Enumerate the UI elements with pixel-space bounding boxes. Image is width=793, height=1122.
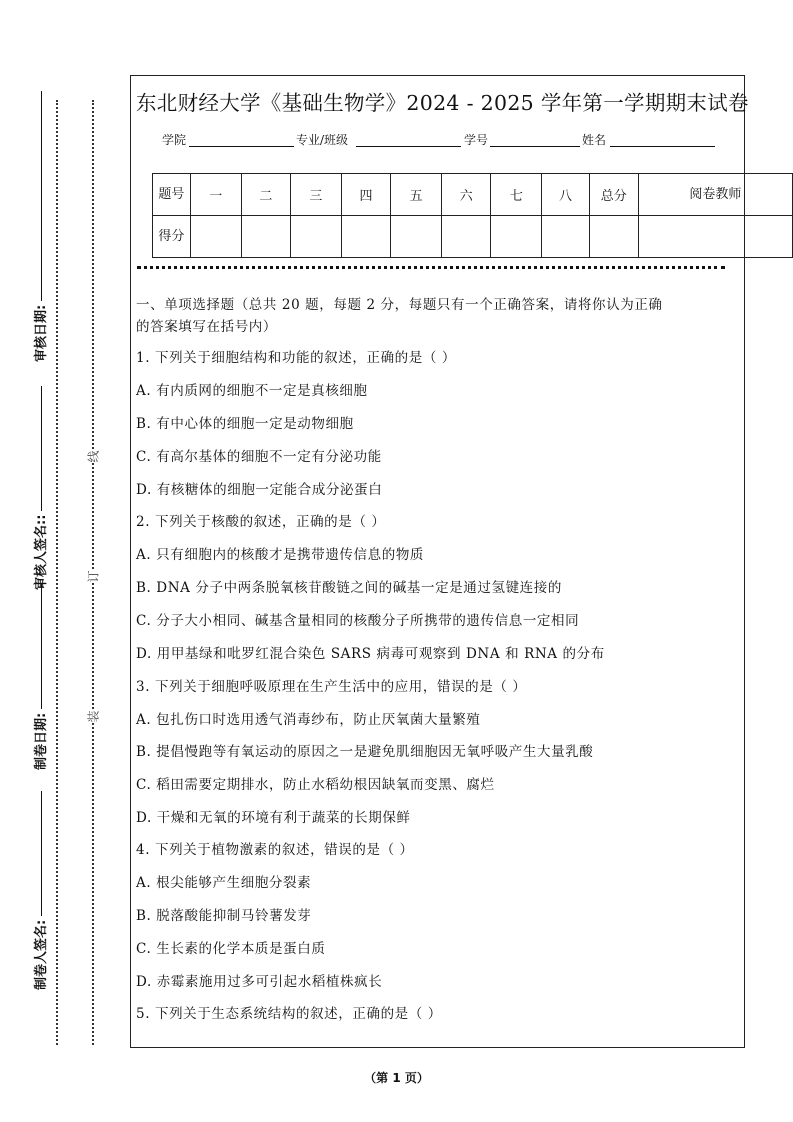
margin-maker-signature	[30, 791, 49, 990]
answer-option: D. 干燥和无氧的环境有利于蔬菜的长期保鲜	[136, 810, 411, 826]
score-cell[interactable]	[391, 216, 442, 258]
score-column-header: 七	[491, 174, 542, 216]
cut-line-outer	[56, 100, 58, 1045]
question-stem: 2. 下列关于核酸的叙述，正确的是（ ）	[136, 514, 386, 530]
name-label: 姓名	[582, 133, 607, 147]
binding-mark: 装	[86, 710, 101, 723]
major-class-field[interactable]	[356, 146, 461, 147]
question-stem: 3. 下列关于细胞呼吸原理在生产生活中的应用，错误的是（ ）	[136, 679, 527, 695]
binding-mark: 线	[86, 450, 101, 463]
question-stem: 1. 下列关于细胞结构和功能的叙述，正确的是（ ）	[136, 350, 456, 366]
page-number: （第 1 页）	[364, 1071, 429, 1085]
margin-label: 审核人签名::	[34, 514, 49, 590]
score-column-header: 总分	[589, 174, 638, 216]
answer-option: D. 用甲基绿和吡罗红混合染色 SARS 病毒可观察到 DNA 和 RNA 的分布	[136, 646, 605, 662]
exam-title: 东北财经大学《基础生物学》2024 - 2025 学年第一学期期末试卷	[136, 91, 749, 115]
name-field[interactable]	[610, 146, 715, 147]
score-column-header: 阅卷教师	[638, 174, 792, 216]
score-column-header: 一	[190, 174, 241, 216]
signature-line[interactable]	[41, 386, 42, 511]
score-cell[interactable]	[589, 216, 638, 258]
margin-label: 制卷人签名:	[34, 919, 49, 990]
question-stem: 4. 下列关于植物激素的叙述，错误的是（ ）	[136, 842, 414, 858]
score-table	[152, 173, 793, 258]
margin-reviewer-signature	[30, 386, 49, 590]
date-line[interactable]	[41, 91, 42, 301]
college-label: 学院	[162, 133, 187, 147]
seal-divider	[137, 266, 725, 269]
answer-option: A. 有内质网的细胞不一定是真核细胞	[136, 383, 368, 399]
margin-label: 制卷日期:	[34, 712, 49, 770]
score-cell[interactable]	[341, 216, 390, 258]
score-column-header: 五	[391, 174, 442, 216]
score-column-header: 二	[241, 174, 290, 216]
score-row-label: 得分	[153, 216, 191, 258]
answer-option: D. 有核糖体的细胞一定能合成分泌蛋白	[136, 482, 383, 498]
question-number-header: 题号	[153, 174, 191, 216]
answer-option: A. 根尖能够产生细胞分裂素	[136, 875, 312, 891]
margin-review-date	[30, 91, 49, 362]
question-stem: 5. 下列关于生态系统结构的叙述，正确的是（ ）	[136, 1006, 442, 1022]
answer-option: B. 脱落酸能抑制马铃薯发芽	[136, 908, 312, 924]
margin-label: 审核日期:	[34, 304, 49, 362]
answer-option: C. 有高尔基体的细胞不一定有分泌功能	[136, 449, 382, 465]
answer-option: C. 生长素的化学本质是蛋白质	[136, 941, 326, 957]
score-cell[interactable]	[190, 216, 241, 258]
score-column-header: 三	[290, 174, 341, 216]
score-cell[interactable]	[542, 216, 589, 258]
student-id-label: 学号	[464, 133, 489, 147]
answer-option: D. 赤霉素施用过多可引起水稻植株疯长	[136, 974, 383, 990]
answer-option: C. 稻田需要定期排水，防止水稻幼根因缺氧而变黑、腐烂	[136, 777, 495, 793]
score-cell[interactable]	[241, 216, 290, 258]
section-heading: 一、单项选择题（总共 20 题，每题 2 分，每题只有一个正确答案，请将你认为正确	[136, 297, 663, 313]
college-field[interactable]	[189, 146, 294, 147]
answer-option: B. 有中心体的细胞一定是动物细胞	[136, 416, 354, 432]
binding-mark: 订	[86, 570, 101, 583]
score-cell[interactable]	[638, 216, 792, 258]
section-heading: 的答案填写在括号内）	[136, 319, 277, 335]
score-cell[interactable]	[491, 216, 542, 258]
score-column-header: 八	[542, 174, 589, 216]
date-line[interactable]	[41, 584, 42, 709]
score-column-header: 六	[442, 174, 491, 216]
answer-option: A. 只有细胞内的核酸才是携带遗传信息的物质	[136, 547, 425, 563]
margin-maker-date	[30, 584, 49, 770]
score-cell[interactable]	[290, 216, 341, 258]
answer-option: C. 分子大小相同、碱基含量相同的核酸分子所携带的遗传信息一定相同	[136, 613, 580, 629]
signature-line[interactable]	[41, 791, 42, 916]
answer-option: B. 提倡慢跑等有氧运动的原因之一是避免肌细胞因无氧呼吸产生大量乳酸	[136, 744, 594, 760]
major-class-label: 专业/班级	[296, 133, 349, 147]
score-table-score-row	[153, 216, 793, 258]
answer-option: B. DNA 分子中两条脱氧核苷酸链之间的碱基一定是通过氢键连接的	[136, 580, 562, 596]
score-table-header-row	[153, 174, 793, 216]
score-cell[interactable]	[442, 216, 491, 258]
answer-option: A. 包扎伤口时选用透气消毒纱布，防止厌氧菌大量繁殖	[136, 712, 481, 728]
student-id-field[interactable]	[490, 146, 580, 147]
score-column-header: 四	[341, 174, 390, 216]
